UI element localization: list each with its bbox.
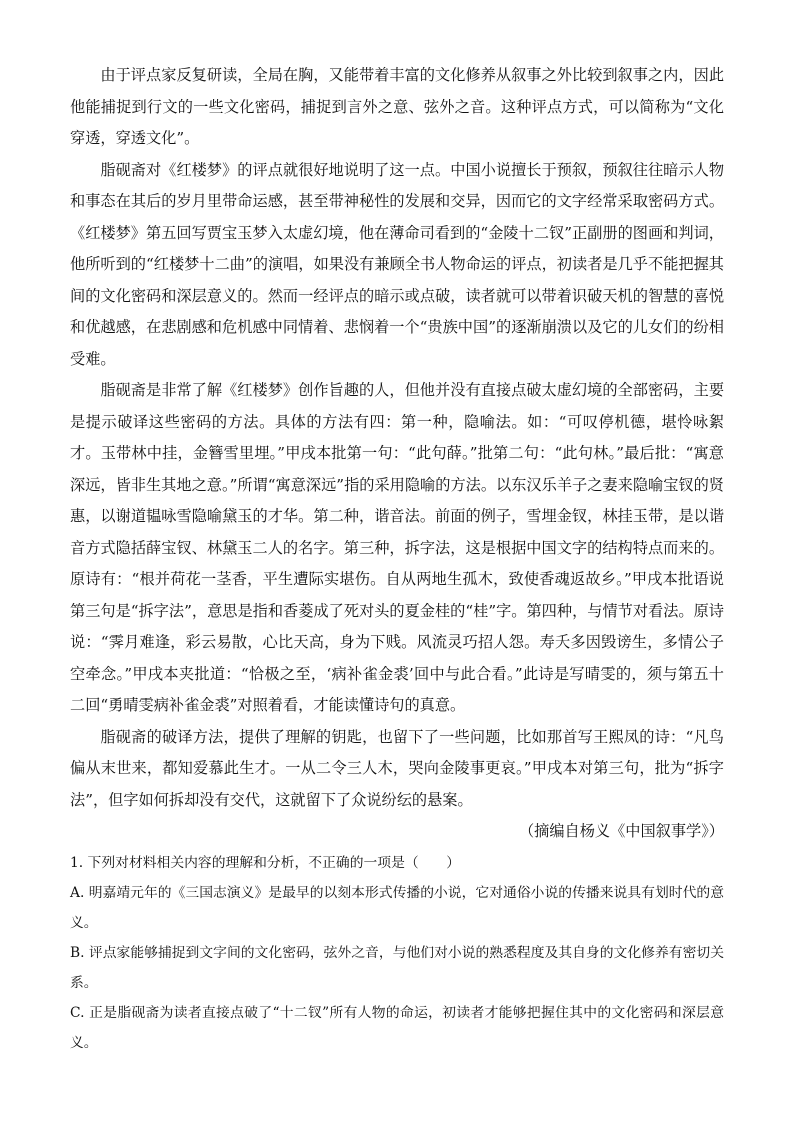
passage-paragraph-3: 脂砚斋是非常了解《红楼梦》创作旨趣的人，但他并没有直接点破太虚幻境的全部密码，主要是提示破译这些密码的方法。具体的方法有四：第一种，隐喻法。如：“可叹停机德，堪怜咏絮才。玉带林中挂，金簪雪里埋。”甲戌本批第一句：“此句薛。”批第二句：“此句林。”最后批：“寓意深远，皆非生其地之意。”所谓“寓意深远”指的采用隐喻的方法。以东汉乐羊子之妻来隐喻宝钗的贤惠，以谢道韫咏雪隐喻黛玉的才华。第二种，谐音法。前面的例子，雪埋金钗，林挂玉带，是以谐音方式隐括薛宝钗、林黛玉二人的名字。第三种，拆字法，这是根据中国文字的结构特点而来的。原诗有：“根并荷花一茎香，平生遭际实堪伤。自从两地生孤木，致使香魂返故乡。”甲戌本批语说第三句是“拆字法”，意思是指和香菱成了死对头的夏金桂的“桂”字。第四种，与情节对看法。原诗说：“霁月难逢，彩云易散，心比天高，身为下贱。风流灵巧招人怨。寿夭多因毁谤生，多情公子空牵念。”甲戌本夹批道：“恰极之至，‘病补雀金裘’回中与此合看。”此诗是写晴雯的，须与第五十二回“勇晴雯病补雀金裘”对照着看，才能读懂诗句的真意。 [70, 381, 724, 714]
passage-paragraph-2: 脂砚斋对《红楼梦》的评点就很好地说明了这一点。中国小说擅长于预叙，预叙往往暗示人物和事态在其后的岁月里带命运感，甚至带神秘性的发展和交异，因而它的文字经常采取密码方式。《红楼梦》第五回写贾宝玉梦入太虚幻境，他在薄命司看到的“金陵十二钗”正副册的图画和判词，他所听到的“红楼梦十二曲”的演唱，如果没有兼顾全书人物命运的评点，初读者是几乎不能把握其间的文化密码和深层意义的。然而一经评点的暗示或点破，读者就可以带着识破天机的智慧的喜悦和优越感，在悲剧感和危机感中同情着、悲悯着一个“贵族中国”的逐渐崩溃以及它的儿女们的纷相受难。 [70, 160, 724, 368]
option-a: A. 明嘉靖元年的《三国志演义》是最早的以刻本形式传播的小说，它对通俗小说的传播来说具有划时代的意义。 [70, 884, 724, 931]
option-b: B. 评点家能够捕捉到文字间的文化密码，弦外之音，与他们对小说的熟悉程度及其自身的文化修养有密切关系。 [70, 944, 724, 991]
passage-paragraph-4: 脂砚斋的破译方法，提供了理解的钥匙，也留下了一些问题，比如那首写王熙凤的诗：“凡鸟偏从末世来，都知爱慕此生才。一从二令三人木，哭向金陵事更哀。”甲戌本对第三句，批为“拆字法”，但字如何拆却没有交代，这就留下了众说纷纭的悬案。 [70, 727, 724, 809]
passage-paragraph-1: 由于评点家反复研读，全局在胸，又能带着丰富的文化修养从叙事之外比较到叙事之内，因此他能捕捉到行文的一些文化密码，捕捉到言外之意、弦外之音。这种评点方式，可以简称为“文化穿透，穿透文化”。 [70, 66, 724, 147]
source-citation: （摘编自杨义《中国叙事学》） [518, 822, 724, 840]
option-c: C. 正是脂砚斋为读者直接点破了“十二钗”所有人物的命运，初读者才能够把握住其中的文化密码和深层意义。 [70, 1004, 724, 1051]
question-stem: 1. 下列对材料相关内容的理解和分析，不正确的一项是（ ） [70, 854, 461, 871]
